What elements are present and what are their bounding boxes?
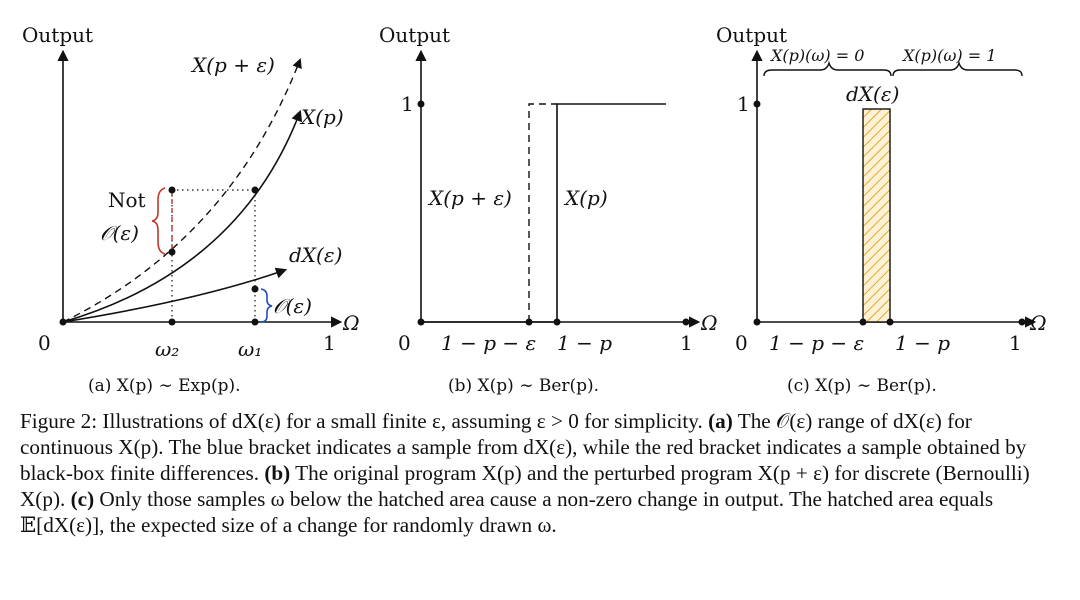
panel-c-tick-0: 0 <box>735 331 748 355</box>
panel-c-tick-dot-3 <box>1019 319 1026 326</box>
tick-omega1 <box>252 319 259 326</box>
panel-b-tick-dot-3 <box>683 319 690 326</box>
blue-bracket-label: 𝒪(ε) <box>273 294 312 318</box>
not-line2: 𝒪(ε) <box>100 221 139 245</box>
panel-a-ylabel: Output <box>22 23 94 47</box>
panel-c-ytick-1: 1 <box>737 92 750 116</box>
panel-a-tick-omega2: ω₂ <box>155 337 180 361</box>
panel-b-tick-1-p: 1 − p <box>557 331 612 355</box>
origin-b <box>418 319 425 326</box>
figure-caption <box>20 408 1065 538</box>
caption-a-tag: (a) <box>708 409 733 433</box>
panel-c-tick-1-p: 1 − p <box>895 331 950 355</box>
caption-label: Figure 2: <box>20 409 98 433</box>
panel-a-tick-0: 0 <box>38 331 51 355</box>
panel-b-tick-dot-2 <box>554 319 561 326</box>
panel-b-ytick-1: 1 <box>401 92 414 116</box>
curve-dx <box>63 270 285 322</box>
panel-c-caption: (c) X(p) ∼ Ber(p). <box>787 376 937 396</box>
brace-right-label: X(p)(ω) = 1 <box>903 46 997 65</box>
caption-a-text: The 𝒪(ε) range of dX(ε) for continuous X(p). The blue bracket indicates a sample from dX(ε), while the red bracket indicates a sample obtained by black-box finite differences. <box>20 409 1027 485</box>
hatched-bar-label: dX(ε) <box>846 82 900 106</box>
panel-c-tick-1-p-eps: 1 − p − ε <box>769 331 865 355</box>
panel-c-tick-dot-1 <box>860 319 867 326</box>
origin-a <box>60 319 67 326</box>
step-x-p <box>421 104 666 322</box>
panel-a-tick-omega1: ω₁ <box>238 337 263 361</box>
panel-b-label-x-p: X(p) <box>565 186 608 210</box>
panel-c-tick-1: 1 <box>1009 331 1022 355</box>
blue-bracket <box>261 289 272 322</box>
label-x-p-eps: X(p + ε) <box>192 53 275 77</box>
origin-c <box>754 319 761 326</box>
panel-c-tick-dot-2 <box>887 319 894 326</box>
curve-x-p-eps <box>63 60 300 322</box>
panel-a-omega: Ω <box>343 311 360 335</box>
caption-c-text: Only those samples ω below the hatched area cause a non-zero change in output. The hatched area equals 𝔼[dX(ε)], the expected size of a change for randomly drawn ω. <box>20 487 994 537</box>
panel-b <box>379 23 718 396</box>
caption-b-tag: (b) <box>264 461 291 485</box>
point-a-1 <box>169 187 176 194</box>
caption-c-tag: (c) <box>70 487 95 511</box>
tick-omega2 <box>169 319 176 326</box>
panel-a-caption: (a) X(p) ∼ Exp(p). <box>88 376 241 396</box>
step-x-p-eps <box>529 104 557 322</box>
brace-left-label: X(p)(ω) = 0 <box>771 46 865 65</box>
panel-b-tick-dot-1 <box>526 319 533 326</box>
point-a-4 <box>252 286 259 293</box>
red-bracket <box>152 188 165 254</box>
panel-b-ylabel: Output <box>379 23 451 47</box>
panel-b-ytick-dot <box>418 101 425 108</box>
panel-c-ytick-dot <box>754 101 761 108</box>
panel-a <box>22 23 360 396</box>
panel-b-tick-0: 0 <box>398 331 411 355</box>
caption-intro: Illustrations of dX(ε) for a small finite ε, assuming ε > 0 for simplicity. <box>102 409 703 433</box>
panel-c <box>716 23 1047 396</box>
panel-b-tick-1-p-eps: 1 − p − ε <box>441 331 537 355</box>
panel-b-label-x-p-eps: X(p + ε) <box>429 186 512 210</box>
panel-a-tick-1: 1 <box>323 331 336 355</box>
point-a-3 <box>252 187 259 194</box>
panel-c-ylabel: Output <box>716 23 788 47</box>
panel-b-tick-1: 1 <box>680 331 693 355</box>
label-x-p: X(p) <box>301 105 344 129</box>
panel-c-omega: Ω <box>1030 311 1047 335</box>
hatched-bar <box>863 109 890 322</box>
panel-b-caption: (b) X(p) ∼ Ber(p). <box>448 376 600 396</box>
caption-b-text: The original program X(p) and the perturbed program X(p + ε) for discrete (Bernoulli) X(p). <box>20 461 1030 511</box>
panel-b-omega: Ω <box>701 311 718 335</box>
label-dx: dX(ε) <box>289 243 343 267</box>
point-a-2 <box>169 249 176 256</box>
not-line1: Not <box>108 188 146 212</box>
